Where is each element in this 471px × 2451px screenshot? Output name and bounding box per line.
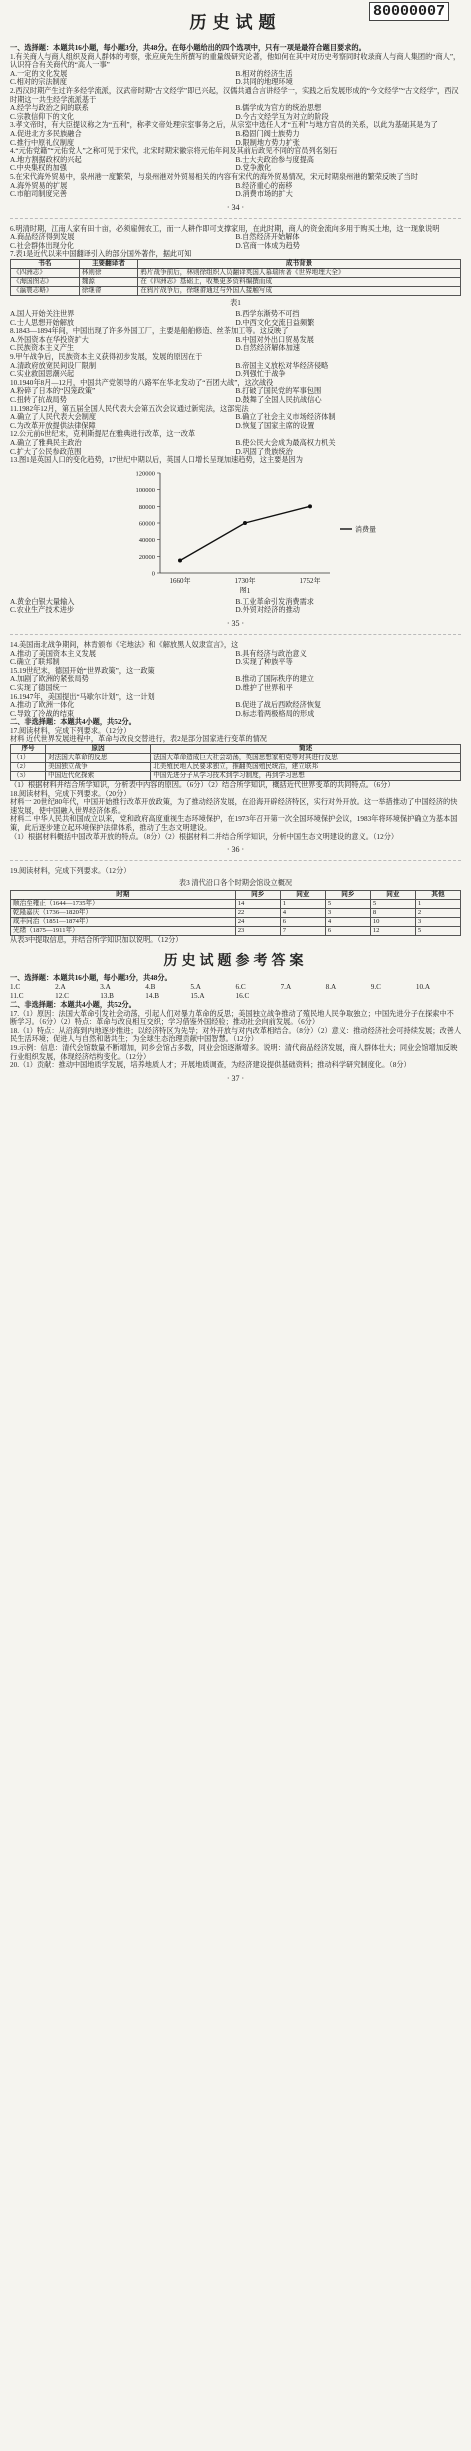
option[interactable]: D.巩固了贵族统治 bbox=[235, 447, 293, 456]
option[interactable]: C.市舶司制度完善 bbox=[10, 190, 67, 199]
option[interactable]: A.商品经济得到发展 bbox=[10, 233, 75, 242]
y-tick-label: 40000 bbox=[138, 536, 155, 544]
exam-code: 80000007 bbox=[369, 2, 449, 21]
y-tick-label: 0 bbox=[151, 570, 155, 578]
table-cell: 在鸦片战争后，徐继畬通过与外国人接触写成 bbox=[138, 287, 461, 296]
option[interactable]: D.今古文经学互为对立的阶段 bbox=[235, 112, 329, 121]
question-13: 13.图1是英国人口的变化趋势，17世纪中期以后，英国人口增长呈现加速趋势，这主要是因为 bbox=[10, 456, 303, 465]
option[interactable]: B.帝国主义放松对华经济侵略 bbox=[235, 361, 329, 370]
table-row bbox=[11, 754, 461, 763]
table-cell: 6 bbox=[325, 926, 370, 935]
table-cell: 徐继畬 bbox=[79, 287, 138, 296]
option[interactable]: C.扩大了公民参政范围 bbox=[10, 447, 82, 456]
table-header: 其他 bbox=[415, 890, 460, 899]
answer-row bbox=[10, 992, 461, 1001]
option[interactable]: C.社会群体出现分化 bbox=[10, 241, 75, 250]
table-cell: 《海国图志》 bbox=[11, 278, 80, 287]
table-cell: 中国近代化探索 bbox=[46, 772, 151, 781]
table-cell: 4 bbox=[280, 908, 325, 917]
option[interactable]: A.推动了美国资本主义发展 bbox=[10, 649, 97, 658]
answer-item: 4.B bbox=[145, 983, 156, 991]
table-row bbox=[11, 269, 461, 278]
question-18-material-1: 材料一 20世纪80年代，中国开始推行改革开放政策，为了推动经济发展，在沿海开辟经济特区，实行对外开放。这一举措推动了中国经济的快速发展，使中国融入世界经济体系。 bbox=[10, 798, 458, 815]
question-5: 5.在宋代海外贸易中，泉州港一度繁荣，与泉州港对外贸易相关的内容有宋代的海外贸易情况，宋元时期泉州港的繁荣反映了当时 bbox=[10, 172, 418, 181]
table-cell: （1） bbox=[11, 754, 46, 763]
table-row bbox=[11, 926, 461, 935]
table-cell: 乾隆嘉庆（1736—1820年） bbox=[11, 908, 236, 917]
table-row bbox=[11, 287, 461, 296]
table-row bbox=[11, 899, 461, 908]
option[interactable]: B.自然经济开始解体 bbox=[235, 233, 300, 242]
question-14: 14.美国南北战争期间，林肯颁布《宅地法》和《解放黑人奴隶宣言》，这 bbox=[10, 640, 239, 649]
option[interactable]: B.工业革命引发消费需求 bbox=[235, 597, 314, 606]
answer-item: 11.C bbox=[10, 992, 24, 1000]
option[interactable]: C.宗教信仰下的文化 bbox=[10, 112, 75, 121]
table-cell: 在《四洲志》基础上，收集更多资料编撰而成 bbox=[138, 278, 461, 287]
page-number: · 37 · bbox=[226, 1073, 245, 1083]
y-tick-label: 60000 bbox=[138, 520, 155, 528]
data-point bbox=[178, 558, 182, 562]
question-3-options bbox=[10, 130, 461, 147]
table-cell: 咸丰同治（1851—1874年） bbox=[11, 917, 236, 926]
y-tick-label: 100000 bbox=[135, 486, 155, 494]
table-header-row bbox=[11, 745, 461, 754]
answer-item: 15.A bbox=[190, 992, 205, 1000]
table-cell: 10 bbox=[370, 917, 415, 926]
question-4-options bbox=[10, 156, 461, 173]
table-cell: 3 bbox=[415, 917, 460, 926]
option[interactable]: B.经济重心的南移 bbox=[235, 181, 293, 190]
question-16-options bbox=[10, 701, 461, 718]
table-cell: 法国大革命造成巨大社会动荡，英国思想家柏克等对其进行反思 bbox=[151, 754, 461, 763]
option[interactable]: C.士人思想开始解放 bbox=[10, 318, 75, 327]
option[interactable]: B.士大夫政治参与度提高 bbox=[235, 155, 314, 164]
answer-item: 6.C bbox=[235, 983, 246, 991]
option[interactable]: B.相对的经济生活 bbox=[235, 69, 293, 78]
y-tick-label: 80000 bbox=[138, 503, 155, 511]
option[interactable]: D.官商一体成为趋势 bbox=[235, 241, 300, 250]
question-2: 2.西汉时期产生过许多经学流派，汉武帝时期“古文经学”即已兴起，汉儒共通合言讲经学一，实践之后发展形成的“今文经学”“古文经学”，西汉时期这一共生经学流派基于 bbox=[10, 86, 459, 104]
answer-key-title: 历史试题参考答案 bbox=[163, 954, 308, 970]
table-cell: 林则徐 bbox=[79, 269, 138, 278]
answer-row bbox=[10, 983, 461, 992]
exam-header bbox=[10, 0, 461, 44]
table-header: 成书背景 bbox=[138, 260, 461, 269]
option[interactable]: A.加剧了欧洲的紧张局势 bbox=[10, 675, 89, 684]
question-18: 18.阅读材料，完成下列要求。（20分） bbox=[10, 789, 131, 798]
exam-title: 历史试题 bbox=[189, 13, 282, 32]
option[interactable]: C.农业生产技术进步 bbox=[10, 606, 75, 615]
table-cell: 光绪（1875—1911年） bbox=[11, 926, 236, 935]
question-9-options bbox=[10, 362, 461, 379]
page-number: · 36 · bbox=[226, 845, 245, 855]
question-8: 8.1843—1894年间，中国出现了许多外国工厂，主要是船舶修造、丝茶加工等。这反映了 bbox=[10, 327, 289, 336]
table-header: 同乡 bbox=[325, 890, 370, 899]
option[interactable]: A.粉碎了日本的“囚笼政策” bbox=[10, 387, 96, 396]
table-cell: 美国独立战争 bbox=[46, 763, 151, 772]
option[interactable]: C.扭转了抗战局势 bbox=[10, 396, 67, 404]
table-row bbox=[11, 278, 461, 287]
option[interactable]: B.使公民大会成为最高权力机关 bbox=[235, 438, 336, 447]
table-cell: 1 bbox=[415, 899, 460, 908]
answer-item: 13.B bbox=[100, 992, 114, 1000]
option[interactable]: B.具有经济与政治意义 bbox=[235, 649, 307, 658]
option[interactable]: B.促进了战后西欧经济恢复 bbox=[235, 701, 322, 710]
option[interactable]: D.党争激化 bbox=[235, 164, 272, 173]
line-chart bbox=[10, 465, 461, 593]
section-1-heading: 一、选择题：本题共16小题，每小题3分，共48分。在每小题给出的四个选项中，只有一项是最符合题目要求的。 bbox=[10, 44, 366, 52]
question-11-options bbox=[10, 413, 461, 430]
question-17-ask: （1）根据材料并结合所学知识，分析表中内容的原因。（6分）（2）结合所学知识，概括近代世界变革的共同特点。（6分） bbox=[10, 781, 395, 790]
question-12-options bbox=[10, 439, 461, 456]
question-4: 4.“元佑党籍”“元佑党人”之称可见于宋代，北宋时期宋徽宗将元佑年间及其前后政见不同的官员列名刻石 bbox=[10, 147, 338, 156]
table-cell: 23 bbox=[235, 926, 280, 935]
table-cell: 6 bbox=[280, 917, 325, 926]
option[interactable]: A.黄金白银大量输入 bbox=[10, 597, 75, 606]
table-row bbox=[11, 917, 461, 926]
legend-label: 消费量 bbox=[355, 525, 376, 534]
option[interactable]: A.地方割据政权的兴起 bbox=[10, 155, 82, 164]
table-header: 主要翻译者 bbox=[79, 260, 138, 269]
option[interactable]: B.打破了国民党的军事包围 bbox=[235, 387, 322, 396]
table-3 bbox=[10, 890, 461, 936]
answer-item: 8.A bbox=[325, 983, 337, 991]
question-18-ask: （1）根据材料概括中国改革开放的特点。（8分）（2）根据材料二并结合所学知识，分析中国生态文明建设的意义。（12分） bbox=[10, 832, 399, 841]
question-11: 11.1982年12月，第五届全国人民代表大会第五次会议通过新宪法，这部宪法 bbox=[10, 404, 249, 413]
answer-item: 10.A bbox=[415, 983, 431, 991]
answer-item: 2.A bbox=[55, 983, 66, 991]
question-13-options bbox=[10, 598, 461, 615]
chart-caption: 图1 bbox=[239, 586, 251, 593]
table-cell: 《四洲志》 bbox=[11, 269, 80, 278]
table-3-caption: 表3 清代沿口各个时期会馆设立概况 bbox=[178, 878, 293, 887]
question-10: 10.1940年8月—12月，中国共产党领导的八路军在华北发动了“百团大战”，这次战役 bbox=[10, 378, 274, 387]
table-cell: 8 bbox=[370, 908, 415, 917]
table-header: 简述 bbox=[151, 745, 461, 754]
table-header: 同业 bbox=[280, 890, 325, 899]
page-number: · 35 · bbox=[226, 618, 245, 628]
option[interactable]: B.儒学成为官方的统治思想 bbox=[235, 104, 322, 113]
option[interactable]: C.导致了冷战的结束 bbox=[10, 709, 75, 718]
table-2 bbox=[10, 744, 461, 781]
table-cell: 鸦片战争前后，林则徐组织人员翻译英国人慕瑞所著《世界地理大全》 bbox=[138, 269, 461, 278]
option[interactable]: D.自然经济解体加速 bbox=[235, 344, 300, 353]
table-row bbox=[11, 763, 461, 772]
table-header-row bbox=[11, 260, 461, 269]
option[interactable]: C.相对的宗法制度 bbox=[10, 78, 67, 87]
question-6: 6.明清时期，江南人家有田十亩，必须雇佣农工，而一人耕作即可支撑家用，在此时期，商人的资金流向多用于购买土地，这一现象说明 bbox=[10, 224, 440, 233]
option[interactable]: A.确立了雅典民主政治 bbox=[10, 438, 82, 447]
question-17: 17.阅读材料，完成下列要求。（12分） bbox=[10, 726, 131, 735]
question-1: 1.有关商人与商人组织及商人群体的考察，张应庚先生所撰写的重量级研究论著，他如何在其中对历史考察同时收录商人与商人集团的“商人”，认识符合有关商代的“高人一事” bbox=[10, 52, 461, 70]
question-8-options bbox=[10, 336, 461, 353]
page-divider bbox=[10, 218, 461, 219]
table-row bbox=[11, 908, 461, 917]
question-17-material: 材料 近代世界发展进程中，革命与改良交替进行，表2是部分国家进行变革的情况 bbox=[10, 735, 267, 744]
option[interactable]: D.外贸对经济的推动 bbox=[235, 606, 300, 615]
x-tick-label: 1730年 bbox=[234, 576, 256, 585]
table-cell: 5 bbox=[325, 899, 370, 908]
table-cell: 中国先进分子从学习技术到学习制度，再到学习思想 bbox=[151, 772, 461, 781]
data-point bbox=[243, 521, 247, 525]
answer-20: 20.（1）贡献：推动中国地质学发展，培养地质人才；开展地质调查，为经济建设提供基础资料；推动科学研究制度化。（8分） bbox=[10, 1061, 411, 1070]
answer-section-2: 二、非选择题：本题共4小题，共52分。 bbox=[10, 1001, 136, 1009]
option[interactable]: B.确立了社会主义市场经济体制 bbox=[235, 413, 336, 422]
question-7-options bbox=[10, 310, 461, 327]
table-header: 书名 bbox=[11, 260, 80, 269]
option[interactable]: A.国人开始关注世界 bbox=[10, 310, 75, 319]
answer-item: 12.C bbox=[55, 992, 69, 1000]
table-header: 原因 bbox=[46, 745, 151, 754]
x-tick-label: 1752年 bbox=[299, 576, 321, 585]
table-header: 同乡 bbox=[235, 890, 280, 899]
option[interactable]: D.限制地方势力扩张 bbox=[235, 138, 300, 147]
option[interactable]: C.实业救国思潮兴起 bbox=[10, 370, 75, 379]
table-1-caption: 表1 bbox=[230, 299, 241, 308]
table-cell: 7 bbox=[280, 926, 325, 935]
table-cell: （2） bbox=[11, 763, 46, 772]
table-header: 时期 bbox=[11, 890, 236, 899]
option[interactable]: D.标志着两极格局的形成 bbox=[235, 709, 315, 718]
option[interactable]: D.实现了种族平等 bbox=[235, 658, 293, 667]
question-9: 9.甲午战争后，民族资本主义获得初步发展，发展的原因在于 bbox=[10, 353, 203, 362]
question-10-options bbox=[10, 387, 461, 404]
option[interactable]: D.维护了世界和平 bbox=[235, 683, 293, 692]
table-cell: 12 bbox=[370, 926, 415, 935]
option[interactable]: B.稳固门阀士族势力 bbox=[235, 129, 300, 138]
table-header-row bbox=[11, 890, 461, 899]
option[interactable]: B.西学东渐势不可挡 bbox=[235, 310, 300, 319]
question-18-material-2: 材料二 中华人民共和国成立以来，党和政府高度重视生态环境保护，在1973年召开第一次全国环境保护会议，1983年将环境保护确立为基本国策，此后逐步建立起环境保护法律体系，推动了生态文明建设。 bbox=[10, 815, 458, 833]
y-tick-label: 20000 bbox=[138, 553, 155, 561]
table-cell: 顺治至雍正（1644—1735年） bbox=[11, 899, 236, 908]
answer-section-1: 一、选择题：本题共16小题，每小题3分，共48分。 bbox=[10, 974, 172, 983]
table-cell: （3） bbox=[11, 772, 46, 781]
answer-item: 5.A bbox=[190, 983, 201, 991]
option[interactable]: D.恢复了国家主席的设置 bbox=[235, 421, 315, 430]
option[interactable]: C.中央集权的加强 bbox=[10, 164, 67, 173]
table-cell: 4 bbox=[325, 917, 370, 926]
table-header: 序号 bbox=[11, 745, 46, 754]
question-14-options bbox=[10, 650, 461, 667]
option[interactable]: D.鼓舞了全国人民抗战信心 bbox=[235, 396, 322, 404]
section-2-heading: 二、非选择题：本题共4小题，共52分。 bbox=[10, 718, 136, 727]
series-line bbox=[180, 506, 310, 560]
answer-item: 7.A bbox=[280, 983, 292, 991]
page-divider bbox=[10, 860, 461, 861]
question-15: 15.19世纪末，德国开始“世界政策”，这一政策 bbox=[10, 666, 155, 675]
option[interactable]: B.推动了国际秩序的建立 bbox=[235, 675, 314, 684]
table-cell: 2 bbox=[415, 908, 460, 917]
question-5-options bbox=[10, 182, 461, 199]
question-2-options bbox=[10, 104, 461, 121]
option[interactable]: C.推行中原礼仪制度 bbox=[10, 138, 75, 147]
answer-item: 1.C bbox=[10, 983, 21, 991]
question-3: 3.孝文帝时，有大臣提议称之为“五利”，称孝文帝处理宗室事务之后，从宗室中选任人才“五利”与地方官员的关系，以此为基础其是为了 bbox=[10, 121, 438, 130]
option[interactable]: A.一定的文化发展 bbox=[10, 69, 68, 78]
option[interactable]: A.海外贸易的扩展 bbox=[10, 181, 68, 190]
answer-item: 3.A bbox=[100, 983, 111, 991]
option[interactable]: C.民族资本主义产生 bbox=[10, 344, 75, 353]
answer-18: 18.（1）特点：从沿海到内地逐步推进；以经济特区为先导；对外开放与对内改革相结合。（8分）（2）意义：推动经济社会可持续发展；改善人民生活环境；促进人与自然和谐共生；为全球生态治理贡献中国智慧。（12分） bbox=[10, 1026, 462, 1044]
page-number: · 34 · bbox=[226, 202, 245, 212]
answer-item: 14.B bbox=[145, 992, 160, 1000]
table-cell: 5 bbox=[370, 899, 415, 908]
option[interactable]: D.消费市场的扩大 bbox=[235, 190, 293, 199]
option[interactable]: A.促进北方多民族融合 bbox=[10, 129, 82, 138]
question-19: 19.阅读材料，完成下列要求。（12分） bbox=[10, 867, 131, 876]
question-19-ask: 从表3中提取信息，并结合所学知识加以说明。（12分） bbox=[10, 935, 183, 944]
question-16: 16.1947年，美国提出“马歇尔计划”，这一计划 bbox=[10, 692, 155, 701]
option[interactable]: A.经学与政治之间的联系 bbox=[10, 104, 89, 113]
question-15-options bbox=[10, 675, 461, 692]
option[interactable]: C.实现了德国统一 bbox=[10, 683, 67, 692]
option[interactable]: C.确立了联邦制 bbox=[10, 658, 60, 667]
table-cell: 5 bbox=[415, 926, 460, 935]
table-cell: 24 bbox=[235, 917, 280, 926]
table-cell: 14 bbox=[235, 899, 280, 908]
table-cell: 1 bbox=[280, 899, 325, 908]
answer-item: 16.C bbox=[235, 992, 250, 1000]
option[interactable]: A.推动了欧洲一体化 bbox=[10, 701, 75, 710]
table-row bbox=[11, 772, 461, 781]
table-cell: 魏源 bbox=[79, 278, 138, 287]
table-1 bbox=[10, 259, 461, 296]
option[interactable]: A.清政府放宽民间设厂限制 bbox=[10, 361, 97, 370]
question-1-options bbox=[10, 70, 461, 87]
page-divider bbox=[10, 634, 461, 635]
answer-item: 9.C bbox=[370, 983, 381, 991]
table-cell: 北美殖民地人民要求独立，推翻英国殖民统治，建立联邦 bbox=[151, 763, 461, 772]
option[interactable]: D.共同的地理环境 bbox=[235, 78, 293, 87]
x-tick-label: 1660年 bbox=[169, 576, 191, 585]
table-cell: 22 bbox=[235, 908, 280, 917]
table-header: 同业 bbox=[370, 890, 415, 899]
option[interactable]: C.为改革开放提供法律保障 bbox=[10, 421, 96, 430]
option[interactable]: A.确立了人民代表大会制度 bbox=[10, 413, 97, 422]
option[interactable]: D.中西文化交流日益频繁 bbox=[235, 318, 315, 327]
option[interactable]: D.列强忙于战争 bbox=[235, 370, 286, 379]
question-6-options bbox=[10, 233, 461, 250]
option[interactable]: A.外国资本在华投资扩大 bbox=[10, 335, 89, 344]
answer-17: 17.（1）原因：法国大革命引发社会动荡，引起人们对暴力革命的反思；美国独立战争推动了殖民地人民争取独立；中国先进分子在探索中不断学习。（6分）（2）特点：革命与改良相互交织；学习借鉴外国经验；推动社会向前发展。（6分） bbox=[10, 1009, 454, 1027]
option[interactable]: B.中国对外出口贸易发展 bbox=[235, 335, 314, 344]
question-7: 7.表1是近代以来中国翻译引入的部分国外著作，据此可知 bbox=[10, 250, 192, 259]
y-tick-label: 120000 bbox=[135, 470, 155, 478]
answer-19: 19.示例：信息：清代会馆数量不断增加，同乡会馆占多数，同业会馆逐渐增多。说明：清代商品经济发展，商人群体壮大；同业会馆增加反映行业组织发展，体现经济结构变化。（12分） bbox=[10, 1043, 458, 1061]
table-cell: 《瀛寰志略》 bbox=[11, 287, 80, 296]
table-cell: 3 bbox=[325, 908, 370, 917]
question-12: 12.公元前6世纪末，克利斯提尼在雅典进行改革，这一改革 bbox=[10, 430, 196, 439]
data-point bbox=[308, 504, 312, 508]
table-cell: 对法国大革命的反思 bbox=[46, 754, 151, 763]
